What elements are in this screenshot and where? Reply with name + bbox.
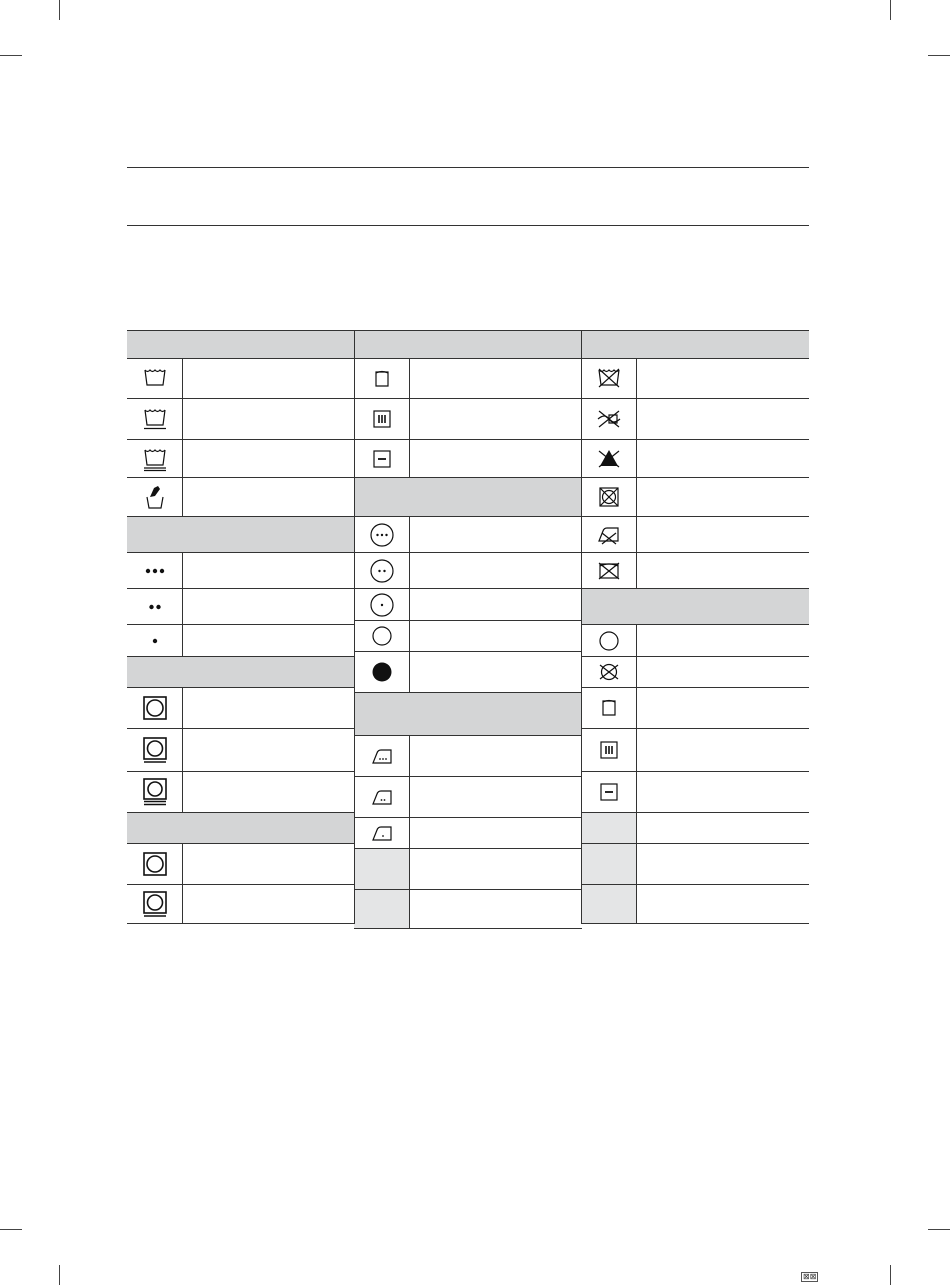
table-row	[581, 399, 809, 440]
circle-three-dots-icon	[354, 517, 410, 552]
table-subheader-row	[127, 657, 355, 688]
empty-icon-cell	[581, 844, 637, 884]
circle-one-dot-icon	[354, 589, 410, 620]
table-row	[581, 844, 809, 885]
table-row	[581, 517, 809, 553]
table-row	[354, 777, 582, 818]
do-not-wash-icon	[581, 359, 637, 398]
tumble-dry-single-bar-icon	[127, 885, 183, 923]
tumble-dry-single-bar-icon	[127, 729, 183, 771]
table-row	[581, 772, 809, 813]
table-row	[581, 553, 809, 589]
table-subheader-row	[581, 330, 809, 359]
empty-circle-icon	[354, 621, 410, 651]
table-row	[127, 440, 355, 478]
empty-circle-icon	[581, 625, 637, 656]
table-row	[127, 729, 355, 772]
do-not-wring-icon	[581, 399, 637, 439]
circle-two-dots-icon	[354, 553, 410, 588]
table-row	[127, 399, 355, 440]
table-column-3	[581, 330, 809, 924]
wash-tub-icon	[127, 359, 183, 398]
crop-mark	[928, 55, 950, 56]
table-row	[127, 553, 355, 589]
table-row	[354, 621, 582, 652]
table-row	[127, 478, 355, 517]
line-dry-icon	[354, 359, 410, 398]
do-not-iron-cross-icon	[581, 553, 637, 588]
do-not-tumble-dry-icon	[581, 478, 637, 516]
table-subheader-row	[127, 813, 355, 844]
tumble-dry-icon	[127, 844, 183, 884]
do-not-bleach-icon	[581, 440, 637, 477]
two-dots-icon	[127, 589, 183, 624]
iron-two-dots-icon	[354, 777, 410, 817]
column-divider	[354, 330, 355, 924]
table-row	[354, 589, 582, 621]
crop-mark	[928, 1229, 950, 1230]
table-subheader-row	[127, 330, 355, 359]
filled-circle-icon	[354, 652, 410, 692]
table-row	[354, 399, 582, 440]
section-title	[127, 175, 809, 219]
table-row	[581, 688, 809, 729]
line-dry-icon	[581, 688, 637, 728]
drip-dry-icon	[354, 399, 410, 439]
table-row	[354, 553, 582, 589]
tumble-dry-icon	[127, 688, 183, 728]
table-row	[354, 359, 582, 399]
one-dot-icon	[127, 625, 183, 656]
do-not-iron-icon	[581, 517, 637, 552]
table-row	[127, 359, 355, 399]
header-rule-top	[127, 167, 809, 168]
tumble-dry-double-bar-icon	[127, 772, 183, 812]
wash-tub-single-bar-icon	[127, 399, 183, 439]
table-row	[127, 844, 355, 885]
table-row	[581, 625, 809, 657]
table-row	[127, 589, 355, 625]
table-row	[127, 885, 355, 924]
table-row	[127, 772, 355, 813]
table-row	[354, 818, 582, 849]
three-dots-icon	[127, 553, 183, 588]
table-row	[127, 688, 355, 729]
crop-mark	[890, 0, 891, 20]
crop-mark	[0, 1229, 22, 1230]
crop-mark	[59, 1265, 60, 1285]
empty-icon-cell	[581, 813, 637, 843]
table-row	[354, 517, 582, 553]
table-row	[354, 652, 582, 693]
empty-icon-cell	[581, 885, 637, 923]
dry-flat-icon	[354, 440, 410, 477]
table-row	[581, 657, 809, 688]
table-row	[354, 849, 582, 890]
table-subheader-row	[127, 517, 355, 553]
empty-icon-cell	[354, 849, 410, 889]
crop-mark	[0, 55, 22, 56]
wash-tub-double-bar-icon	[127, 440, 183, 477]
table-row	[127, 625, 355, 657]
table-row	[354, 736, 582, 777]
crop-mark	[59, 0, 60, 20]
table-row	[354, 440, 582, 478]
table-row	[581, 813, 809, 844]
table-subheader-row	[354, 330, 582, 359]
table-subheader-row	[354, 693, 582, 736]
table-row	[581, 729, 809, 772]
table-row	[581, 359, 809, 399]
iron-one-dot-icon	[354, 818, 410, 848]
page-marker: ⊠⊠	[803, 1272, 817, 1281]
intro-text	[127, 240, 809, 310]
crop-mark	[890, 1265, 891, 1285]
header-rule-bottom	[127, 225, 809, 226]
table-column-2	[354, 330, 582, 929]
dry-flat-icon	[581, 772, 637, 812]
hand-wash-icon	[127, 478, 183, 516]
do-not-dry-clean-icon	[581, 657, 637, 687]
drip-dry-icon	[581, 729, 637, 771]
iron-three-dots-icon	[354, 736, 410, 776]
table-column-1	[127, 330, 355, 924]
table-row	[581, 478, 809, 517]
table-row	[581, 885, 809, 924]
empty-icon-cell	[354, 890, 410, 928]
column-divider	[581, 330, 582, 924]
table-subheader-row	[581, 589, 809, 625]
table-row	[354, 890, 582, 929]
table-row	[581, 440, 809, 478]
table-subheader-row	[354, 478, 582, 517]
